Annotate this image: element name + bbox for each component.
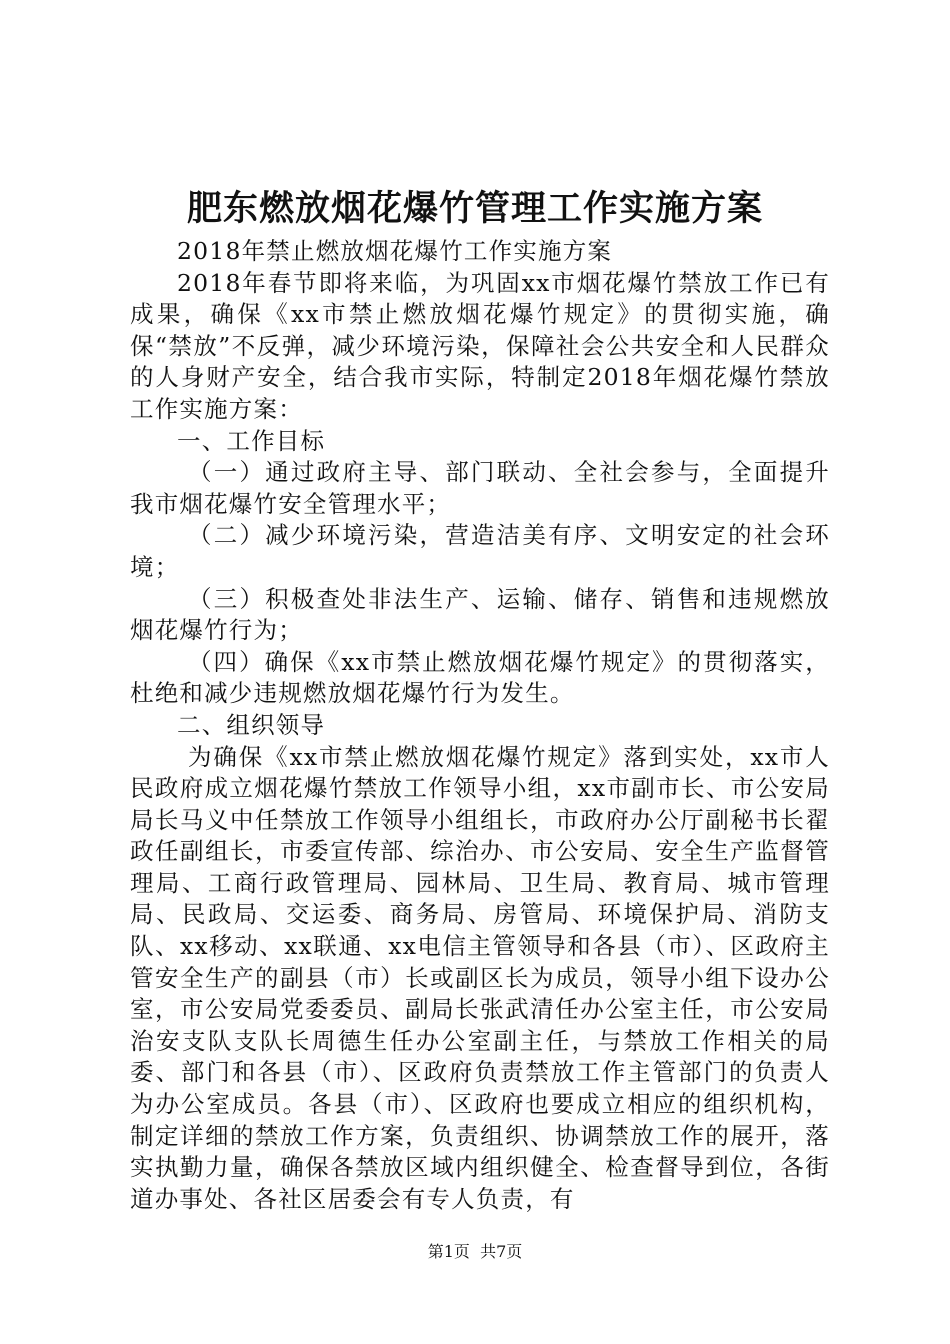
document-body xyxy=(130,236,830,1215)
leadership-paragraph: 为确保《xx市禁止燃放烟花爆竹规定》落到实处，xx市人民政府成立烟花爆竹禁放工作领导小组，xx市副市长、市公安局局长马义中任禁放工作领导小组组长，市政府办公厅副秘书长翟政任副组长，市委宣传部、综治办、市公安局、安全生产监督管理局、工商行政管理局、园林局、卫生局、教育局、城市管理局、民政局、交运委、商务局、房管局、环境保护局、消防支队、xx移动、xx联通、xx电信主管领导和各县（市）、区政府主管安全生产的副县（市）长或副区长为成员，领导小组下设办公室，市公安局党委委员、副局长张武清任办公室主任，市公安局治安支队支队长周德生任办公室副主任，与禁放工作相关的局委、部门和各县（市）、区政府负责禁放工作主管部门的负责人为办公室成员。各县（市）、区政府也要成立相应的组织机构，制定详细的禁放工作方案，负责组织、协调禁放工作的展开，落实执勤力量，确保各禁放区域内组织健全、检查督导到位，各街道办事处、各社区居委会有专人负责，有 xyxy=(130,742,830,1213)
goal-item-4: （四）确保《xx市禁止燃放烟花爆竹规定》的贯彻落实，杜绝和减少违规燃放烟花爆竹行为发生。 xyxy=(130,647,830,708)
section-heading-leadership: 二、组织领导 xyxy=(177,710,326,739)
section-heading-goals: 一、工作目标 xyxy=(177,426,326,455)
page-footer xyxy=(0,1240,950,1264)
goal-item-2: （二）减少环境污染，营造洁美有序、文明安定的社会环境； xyxy=(130,521,830,581)
page-number: 第1页 xyxy=(427,1242,470,1261)
intro-paragraph: 2018年春节即将来临，为巩固xx市烟花爆竹禁放工作已有成果，确保《xx市禁止燃放烟花爆竹规定》的贯彻实施，确保“禁放”不反弹，减少环境污染，保障社会公共安全和人民群众的人身财产安全，结合我市实际，特制定2018年烟花爆竹禁放工作实施方案： xyxy=(130,268,830,423)
goal-item-3: （三）积极查处非法生产、运输、储存、销售和违规燃放烟花爆竹行为； xyxy=(130,584,830,645)
page-total: 共7页 xyxy=(480,1242,523,1261)
document-title: 肥东燃放烟花爆竹管理工作实施方案 xyxy=(186,188,763,229)
subtitle-paragraph: 2018年禁止燃放烟花爆竹工作实施方案 xyxy=(177,237,613,265)
goal-item-1: （一）通过政府主导、部门联动、全社会参与，全面提升我市烟花爆竹安全管理水平； xyxy=(130,458,830,518)
